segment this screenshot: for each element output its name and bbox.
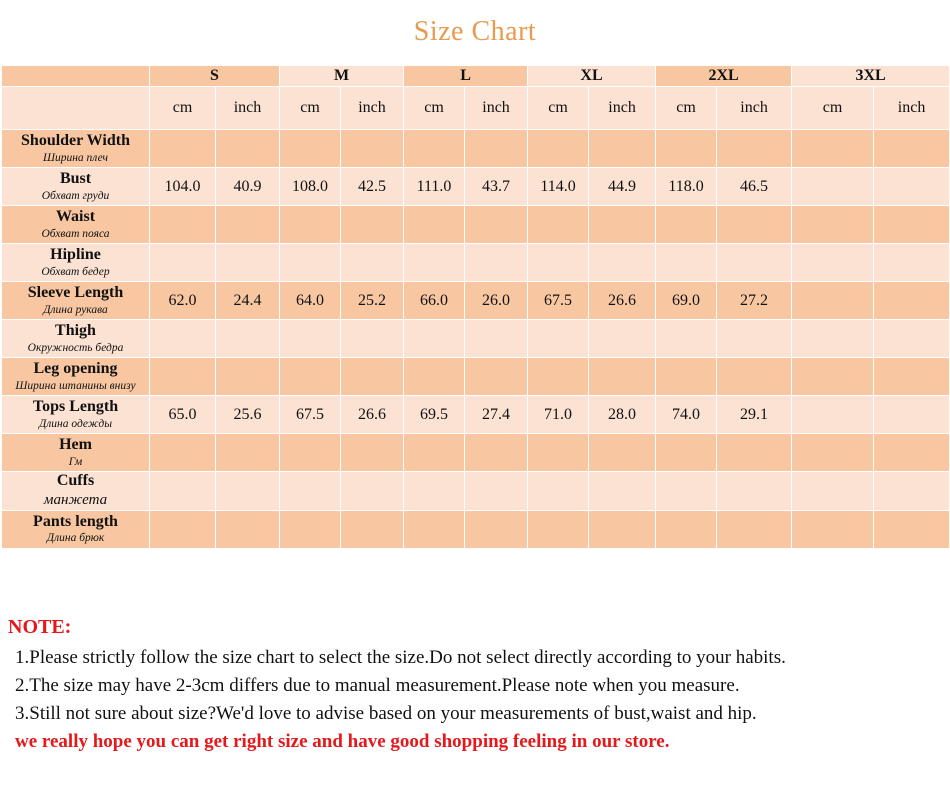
measurement-cell	[792, 282, 874, 320]
row-label-en: Thigh	[55, 322, 96, 340]
measurement-cell	[792, 206, 874, 244]
unit-cm: cm	[792, 87, 874, 130]
row-label	[2, 396, 150, 434]
measurement-cell	[589, 244, 656, 282]
measurement-cell	[404, 320, 465, 358]
measurement-cell	[792, 244, 874, 282]
size-header-s: S	[150, 66, 280, 87]
measurement-cell	[717, 130, 792, 168]
measurement-cell	[528, 510, 589, 548]
measurement-cell: 114.0	[528, 168, 589, 206]
measurement-cell	[656, 244, 717, 282]
row-label	[2, 168, 150, 206]
measurement-cell	[150, 472, 216, 511]
measurement-cell	[528, 130, 589, 168]
measurement-cell	[874, 282, 950, 320]
row-label-ru: Ширина штанины внизу	[15, 379, 136, 392]
note-line: 2.The size may have 2-3cm differs due to manual measurement.Please note when you measure.	[15, 675, 740, 696]
row-label-en: Waist	[55, 208, 96, 226]
row-label	[2, 358, 150, 396]
measurement-cell	[874, 130, 950, 168]
measurement-cell	[792, 434, 874, 472]
table-row	[2, 320, 950, 358]
measurement-cell: 67.5	[528, 282, 589, 320]
measurement-cell	[874, 396, 950, 434]
table-row	[2, 510, 950, 548]
measurement-cell	[216, 206, 280, 244]
measurement-cell	[792, 320, 874, 358]
measurement-cell	[341, 510, 404, 548]
measurement-cell: 29.1	[717, 396, 792, 434]
measurement-cell	[717, 472, 792, 511]
note-highlight: we really hope you can get right size and have good shopping feeling in our store.	[15, 731, 670, 752]
row-label	[2, 206, 150, 244]
row-label	[2, 320, 150, 358]
row-label-en: Hipline	[50, 246, 101, 264]
measurement-cell	[528, 434, 589, 472]
unit-inch: inch	[589, 87, 656, 130]
measurement-cell: 104.0	[150, 168, 216, 206]
row-label	[2, 130, 150, 168]
measurement-cell	[528, 358, 589, 396]
unit-inch: inch	[216, 87, 280, 130]
measurement-cell	[280, 358, 341, 396]
measurement-cell	[874, 244, 950, 282]
measurement-cell	[404, 244, 465, 282]
measurement-cell	[341, 206, 404, 244]
table-row	[2, 168, 950, 206]
measurement-cell	[465, 130, 528, 168]
measurement-cell	[341, 320, 404, 358]
measurement-cell: 26.6	[341, 396, 404, 434]
row-label-ru: Гм	[68, 455, 83, 468]
measurement-cell	[717, 358, 792, 396]
unit-cm: cm	[150, 87, 216, 130]
unit-header-row	[2, 87, 950, 130]
measurement-cell: 64.0	[280, 282, 341, 320]
measurement-cell	[589, 358, 656, 396]
measurement-cell	[528, 244, 589, 282]
size-header-m: M	[280, 66, 404, 87]
measurement-cell	[656, 434, 717, 472]
measurement-cell	[589, 434, 656, 472]
measurement-cell: 71.0	[528, 396, 589, 434]
measurement-cell	[874, 320, 950, 358]
note-line: 3.Still not sure about size?We'd love to advise based on your measurements of bust,waist and hip.	[15, 703, 757, 724]
measurement-cell: 46.5	[717, 168, 792, 206]
row-label	[2, 434, 150, 472]
measurement-cell	[404, 206, 465, 244]
measurement-cell	[874, 168, 950, 206]
measurement-cell	[404, 130, 465, 168]
measurement-cell	[717, 510, 792, 548]
unit-corner-cell	[2, 87, 150, 130]
measurement-cell: 62.0	[150, 282, 216, 320]
measurement-cell	[280, 510, 341, 548]
measurement-cell	[792, 472, 874, 511]
measurement-cell: 43.7	[465, 168, 528, 206]
measurement-cell	[216, 472, 280, 511]
measurement-cell: 42.5	[341, 168, 404, 206]
row-label-en: Tops Length	[32, 398, 119, 416]
row-label-ru: Длина одежды	[38, 417, 113, 430]
measurement-cell	[216, 320, 280, 358]
unit-inch: inch	[465, 87, 528, 130]
measurement-cell	[341, 130, 404, 168]
measurement-cell	[404, 358, 465, 396]
row-label-en: Bust	[59, 170, 92, 188]
measurement-cell	[280, 320, 341, 358]
measurement-cell	[341, 472, 404, 511]
row-label	[2, 282, 150, 320]
measurement-cell: 25.6	[216, 396, 280, 434]
row-label	[2, 510, 150, 548]
measurement-cell: 25.2	[341, 282, 404, 320]
table-row	[2, 206, 950, 244]
measurement-cell	[216, 434, 280, 472]
unit-cm: cm	[280, 87, 341, 130]
note-line: 1.Please strictly follow the size chart to select the size.Do not select directly according to your habits.	[15, 647, 786, 668]
measurement-cell: 69.0	[656, 282, 717, 320]
measurement-cell	[874, 358, 950, 396]
measurement-cell: 26.0	[465, 282, 528, 320]
measurement-cell	[589, 130, 656, 168]
table-row	[2, 396, 950, 434]
measurement-cell	[150, 358, 216, 396]
row-label-ru: Длина рукава	[43, 303, 108, 316]
row-label-en: Cuffs	[56, 472, 95, 489]
table-row	[2, 244, 950, 282]
measurement-cell	[280, 244, 341, 282]
measurement-cell	[280, 472, 341, 511]
measurement-cell	[656, 358, 717, 396]
row-label-ru: Ширина плеч	[42, 151, 109, 164]
measurement-cell	[280, 206, 341, 244]
measurement-cell	[465, 320, 528, 358]
measurement-cell: 108.0	[280, 168, 341, 206]
size-header-xl: XL	[528, 66, 656, 87]
measurement-cell	[465, 206, 528, 244]
measurement-cell: 67.5	[280, 396, 341, 434]
measurement-cell: 65.0	[150, 396, 216, 434]
measurement-cell	[792, 130, 874, 168]
measurement-cell	[528, 206, 589, 244]
row-label-en: Pants length	[33, 512, 118, 530]
measurement-cell	[465, 434, 528, 472]
measurement-cell	[874, 206, 950, 244]
note-title: NOTE:	[8, 616, 72, 638]
measurement-cell	[717, 434, 792, 472]
measurement-cell	[404, 472, 465, 511]
row-label-en: Sleeve Length	[27, 284, 124, 302]
measurement-cell	[589, 472, 656, 511]
unit-cm: cm	[656, 87, 717, 130]
size-header-l: L	[404, 66, 528, 87]
unit-inch: inch	[341, 87, 404, 130]
size-header-3xl: 3XL	[792, 66, 950, 87]
measurement-cell	[874, 472, 950, 511]
table-row	[2, 472, 950, 511]
measurement-cell	[341, 434, 404, 472]
measurement-cell	[404, 434, 465, 472]
measurement-cell	[717, 320, 792, 358]
measurement-cell	[792, 510, 874, 548]
table-row	[2, 130, 950, 168]
measurement-cell	[465, 472, 528, 511]
measurement-cell	[150, 206, 216, 244]
measurement-cell: 69.5	[404, 396, 465, 434]
measurement-cell	[656, 510, 717, 548]
unit-cm: cm	[528, 87, 589, 130]
measurement-cell	[280, 434, 341, 472]
measurement-cell	[656, 206, 717, 244]
row-label-en: Shoulder Width	[21, 132, 130, 150]
notes-section	[8, 616, 948, 756]
measurement-cell	[150, 244, 216, 282]
measurement-cell	[874, 434, 950, 472]
measurement-cell: 28.0	[589, 396, 656, 434]
size-header-row	[2, 66, 950, 87]
measurement-cell	[465, 510, 528, 548]
measurement-cell: 74.0	[656, 396, 717, 434]
size-header-2xl: 2XL	[656, 66, 792, 87]
row-label-ru: Обхват пояса	[41, 227, 110, 240]
measurement-cell	[280, 130, 341, 168]
measurement-cell	[465, 244, 528, 282]
row-label	[2, 472, 150, 511]
size-chart-table	[1, 65, 950, 549]
measurement-cell	[150, 510, 216, 548]
measurement-cell: 27.4	[465, 396, 528, 434]
measurement-cell	[589, 206, 656, 244]
measurement-cell: 24.4	[216, 282, 280, 320]
measurement-cell	[465, 358, 528, 396]
measurement-cell	[528, 472, 589, 511]
measurement-cell	[589, 510, 656, 548]
measurement-cell	[874, 510, 950, 548]
measurement-cell	[656, 320, 717, 358]
measurement-cell	[792, 396, 874, 434]
row-label-ru: Обхват груди	[41, 189, 110, 202]
page-title: Size Chart	[413, 16, 537, 47]
row-label-ru: Обхват бедер	[41, 265, 110, 278]
row-label-en: Hem	[59, 436, 92, 454]
measurement-cell	[216, 130, 280, 168]
measurement-cell	[717, 206, 792, 244]
measurement-cell	[216, 358, 280, 396]
table-row	[2, 434, 950, 472]
measurement-cell	[150, 434, 216, 472]
measurement-cell	[341, 244, 404, 282]
measurement-cell	[656, 130, 717, 168]
row-label-ru: Длина брюк	[46, 532, 105, 545]
measurement-cell: 118.0	[656, 168, 717, 206]
table-row	[2, 282, 950, 320]
measurement-cell	[717, 244, 792, 282]
measurement-cell	[216, 510, 280, 548]
measurement-cell	[792, 168, 874, 206]
measurement-cell: 40.9	[216, 168, 280, 206]
measurement-cell	[589, 320, 656, 358]
row-label-ru: Окружность бедра	[27, 341, 124, 354]
row-label-ru: манжета	[43, 492, 108, 509]
measurement-cell	[216, 244, 280, 282]
corner-cell	[2, 66, 150, 87]
table-row	[2, 358, 950, 396]
measurement-cell	[150, 130, 216, 168]
unit-cm: cm	[404, 87, 465, 130]
measurement-cell	[341, 358, 404, 396]
measurement-cell	[404, 510, 465, 548]
row-label-en: Leg opening	[33, 360, 118, 378]
unit-inch: inch	[874, 87, 950, 130]
measurement-cell	[528, 320, 589, 358]
row-label	[2, 244, 150, 282]
measurement-cell: 27.2	[717, 282, 792, 320]
measurement-cell: 26.6	[589, 282, 656, 320]
measurement-cell: 44.9	[589, 168, 656, 206]
measurement-cell	[792, 358, 874, 396]
measurement-cell: 66.0	[404, 282, 465, 320]
measurement-cell	[656, 472, 717, 511]
unit-inch: inch	[717, 87, 792, 130]
measurement-cell	[150, 320, 216, 358]
measurement-cell: 111.0	[404, 168, 465, 206]
